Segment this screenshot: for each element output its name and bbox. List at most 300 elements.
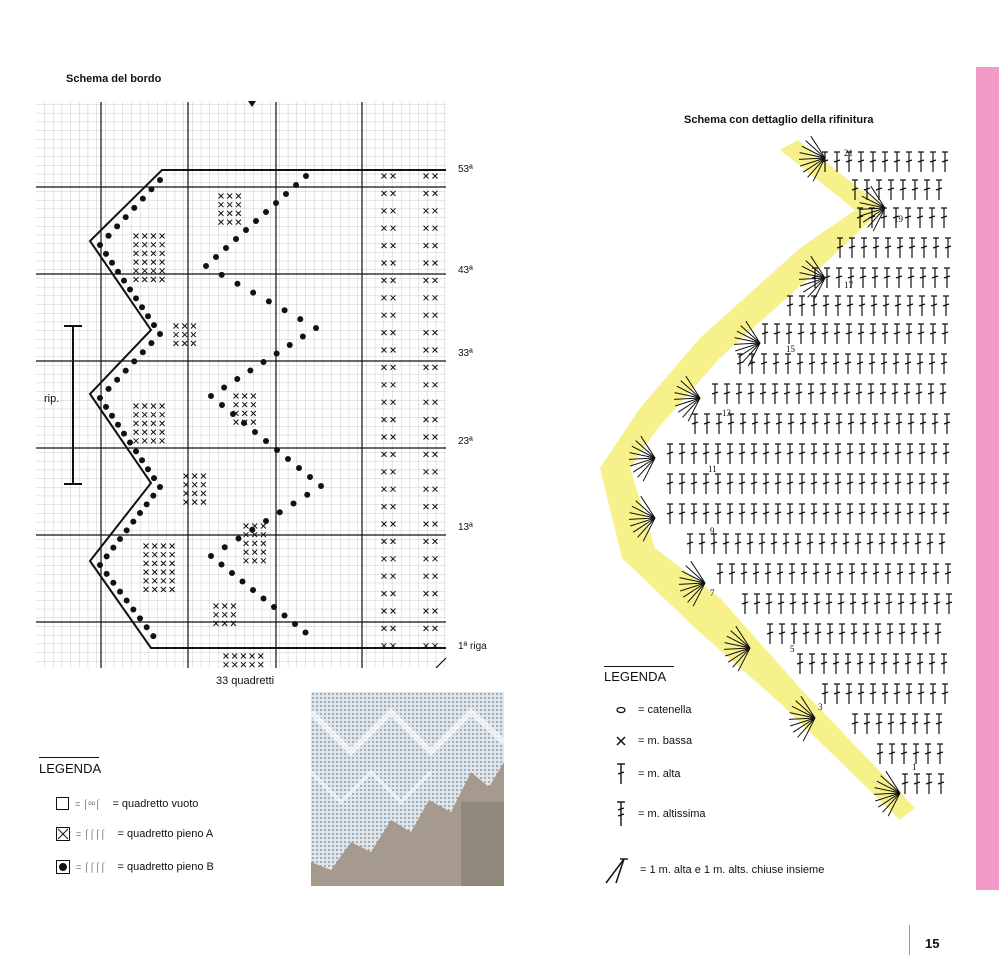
stitch-mark bbox=[785, 354, 791, 374]
stitch-mark bbox=[873, 238, 879, 258]
round-number: 3 bbox=[818, 702, 823, 712]
stitch-mark bbox=[849, 564, 855, 584]
stitch-mark bbox=[918, 152, 924, 172]
filled-dot bbox=[114, 377, 120, 383]
filled-dot bbox=[114, 223, 120, 229]
stitch-mark bbox=[667, 504, 673, 524]
stitch-mark bbox=[900, 180, 906, 200]
stitch-mark bbox=[796, 384, 802, 404]
stitch-mark bbox=[905, 354, 911, 374]
stitch-mark bbox=[911, 624, 917, 644]
filled-dot bbox=[109, 260, 115, 266]
stitch-mark bbox=[835, 504, 841, 524]
stitch-mark bbox=[799, 474, 805, 494]
stitch-mark bbox=[751, 444, 757, 464]
stitch-mark bbox=[876, 180, 882, 200]
stitch-mark bbox=[936, 714, 942, 734]
round-number: 17 bbox=[844, 280, 853, 290]
filled-dot bbox=[249, 527, 255, 533]
filled-dot bbox=[133, 448, 139, 454]
stitch-mark bbox=[858, 152, 864, 172]
stitch-mark bbox=[679, 504, 685, 524]
stitch-mark bbox=[771, 534, 777, 554]
stitch-mark bbox=[870, 324, 876, 344]
stitch-mark bbox=[859, 444, 865, 464]
filled-dot bbox=[121, 431, 127, 437]
stitch-mark bbox=[882, 684, 888, 704]
stitch-mark bbox=[908, 268, 914, 288]
stitch-mark bbox=[679, 444, 685, 464]
left-chart-title: Schema del bordo bbox=[66, 73, 162, 85]
filet-chart bbox=[36, 96, 456, 668]
stitch-mark bbox=[932, 268, 938, 288]
finishing-band bbox=[600, 140, 915, 820]
stitch-mark bbox=[779, 624, 785, 644]
row-label-53: 53ª bbox=[458, 164, 473, 175]
stitch-mark bbox=[811, 444, 817, 464]
stitch-mark bbox=[798, 324, 804, 344]
stitch-mark bbox=[753, 564, 759, 584]
stitch-mark bbox=[809, 654, 815, 674]
filled-dot bbox=[300, 334, 306, 340]
filled-dot bbox=[140, 349, 146, 355]
stitch-mark bbox=[909, 238, 915, 258]
row-label-1: 1ª riga bbox=[458, 641, 487, 652]
stitch-mark bbox=[776, 414, 782, 434]
stitch-mark bbox=[883, 504, 889, 524]
stitch-mark bbox=[933, 238, 939, 258]
stitch-mark bbox=[919, 444, 925, 464]
stitch-mark bbox=[870, 684, 876, 704]
chain-stitch-icon bbox=[614, 704, 628, 716]
filled-dot bbox=[97, 395, 103, 401]
filled-dot bbox=[137, 615, 143, 621]
stitch-mark bbox=[860, 268, 866, 288]
stitch-mark bbox=[934, 594, 940, 614]
stitch-mark bbox=[767, 624, 773, 644]
stitch-mark bbox=[946, 594, 952, 614]
stitch-mark bbox=[764, 414, 770, 434]
stitch-mark bbox=[740, 414, 746, 434]
stitch-mark bbox=[838, 594, 844, 614]
stitch-mark bbox=[943, 444, 949, 464]
stitch-mark bbox=[845, 354, 851, 374]
stitch-mark bbox=[774, 324, 780, 344]
filled-dot bbox=[261, 596, 267, 602]
filled-dot bbox=[263, 209, 269, 215]
stitch-mark bbox=[909, 564, 915, 584]
filled-dot bbox=[274, 351, 280, 357]
stitch-mark bbox=[907, 504, 913, 524]
filled-dot bbox=[97, 562, 103, 568]
stitch-mark bbox=[855, 534, 861, 554]
stitch-mark bbox=[921, 564, 927, 584]
stitch-mark bbox=[747, 534, 753, 554]
stitch-mark bbox=[906, 324, 912, 344]
lace-photo bbox=[311, 692, 504, 886]
filled-dot bbox=[222, 544, 228, 550]
filled-dot bbox=[263, 438, 269, 444]
legend-double: = m. alta bbox=[614, 762, 681, 786]
stitch-mark bbox=[882, 324, 888, 344]
row-label-23: 23ª bbox=[458, 436, 473, 447]
stitch-mark bbox=[924, 714, 930, 734]
stitch-mark bbox=[938, 774, 944, 794]
stitch-mark bbox=[921, 238, 927, 258]
filled-dot bbox=[261, 359, 267, 365]
stitch-mark bbox=[881, 354, 887, 374]
legend-filled-b: = ⌠⌠⌠⌠ = quadretto pieno B bbox=[56, 860, 214, 874]
stitch-mark bbox=[905, 208, 911, 228]
legend-filled-a: = ⌠⌠⌠⌠ = quadretto pieno A bbox=[56, 827, 213, 841]
round-number: 19 bbox=[894, 214, 903, 224]
filled-dot bbox=[283, 191, 289, 197]
stitch-mark bbox=[883, 474, 889, 494]
stitch-mark bbox=[751, 504, 757, 524]
stitch-mark bbox=[857, 354, 863, 374]
stitch-mark bbox=[813, 564, 819, 584]
stitch-mark bbox=[739, 474, 745, 494]
stitch-mark bbox=[834, 324, 840, 344]
legend-single: = m. bassa bbox=[614, 735, 692, 747]
stitch-mark bbox=[918, 324, 924, 344]
filled-dot bbox=[124, 598, 130, 604]
stitch-mark bbox=[884, 414, 890, 434]
stitch-mark bbox=[759, 534, 765, 554]
filled-dot bbox=[115, 269, 121, 275]
stitch-mark bbox=[875, 624, 881, 644]
stitch-mark bbox=[868, 384, 874, 404]
stitch-mark bbox=[885, 238, 891, 258]
stitch-mark bbox=[895, 504, 901, 524]
stitch-mark bbox=[869, 654, 875, 674]
stitch-mark bbox=[763, 444, 769, 464]
stitch-mark bbox=[929, 208, 935, 228]
stitch-mark bbox=[802, 594, 808, 614]
stitch-mark bbox=[888, 714, 894, 734]
treble-crochet-icon bbox=[614, 800, 628, 828]
stitch-mark bbox=[797, 354, 803, 374]
stitch-mark bbox=[833, 654, 839, 674]
stitch-mark bbox=[871, 444, 877, 464]
stitch-mark bbox=[905, 654, 911, 674]
stitch-mark bbox=[803, 624, 809, 644]
stitch-mark bbox=[795, 534, 801, 554]
stitch-mark bbox=[787, 296, 793, 316]
filled-dot bbox=[273, 200, 279, 206]
stitch-mark bbox=[786, 324, 792, 344]
stitch-mark bbox=[922, 594, 928, 614]
stitch-mark bbox=[679, 474, 685, 494]
stitch-mark bbox=[883, 444, 889, 464]
stitch-mark bbox=[858, 684, 864, 704]
stitch-mark bbox=[823, 474, 829, 494]
stitch-mark bbox=[876, 714, 882, 734]
stitch-mark bbox=[799, 504, 805, 524]
stitch-mark bbox=[943, 504, 949, 524]
stitch-mark bbox=[833, 354, 839, 374]
stitch-mark bbox=[775, 504, 781, 524]
dot-square-icon bbox=[56, 860, 70, 874]
stitch-mark bbox=[836, 414, 842, 434]
stitch-mark bbox=[897, 238, 903, 258]
row-label-43: 43ª bbox=[458, 265, 473, 276]
side-accent-bar bbox=[976, 67, 999, 890]
stitch-mark bbox=[822, 684, 828, 704]
stitch-mark bbox=[912, 714, 918, 734]
stitch-mark bbox=[844, 384, 850, 404]
filled-dot bbox=[103, 404, 109, 410]
stitch-mark bbox=[892, 384, 898, 404]
left-legend-title: LEGENDA bbox=[39, 761, 102, 776]
stitch-mark bbox=[819, 534, 825, 554]
legend-chain: = catenella bbox=[614, 704, 692, 716]
stitch-mark bbox=[860, 414, 866, 434]
stitch-mark bbox=[929, 354, 935, 374]
stitch-mark bbox=[889, 744, 895, 764]
filled-dot bbox=[106, 233, 112, 239]
filled-dot bbox=[144, 501, 150, 507]
stitch-mark bbox=[712, 384, 718, 404]
stitch-mark bbox=[936, 180, 942, 200]
stitch-mark bbox=[877, 744, 883, 764]
stitch-mark bbox=[715, 444, 721, 464]
filled-dot bbox=[137, 510, 143, 516]
stitch-mark bbox=[908, 414, 914, 434]
stitch-mark bbox=[929, 654, 935, 674]
round-number: 1 bbox=[912, 762, 917, 772]
stitch-mark bbox=[773, 354, 779, 374]
stitch-mark bbox=[810, 324, 816, 344]
stitch-mark bbox=[945, 564, 951, 584]
stitch-mark bbox=[827, 624, 833, 644]
stitch-mark bbox=[942, 684, 948, 704]
stitch-mark bbox=[893, 354, 899, 374]
stitch-mark bbox=[872, 268, 878, 288]
filled-dot bbox=[151, 322, 157, 328]
filled-dot bbox=[263, 518, 269, 524]
stitch-mark bbox=[823, 296, 829, 316]
legend-treble: = m. altissima bbox=[614, 800, 706, 828]
stitch-mark bbox=[859, 504, 865, 524]
stitch-mark bbox=[723, 534, 729, 554]
stitch-mark bbox=[888, 180, 894, 200]
stitch-mark bbox=[843, 534, 849, 554]
stitch-mark bbox=[763, 504, 769, 524]
filled-dot bbox=[296, 465, 302, 471]
legend-joined: = 1 m. alta e 1 m. alts. chiuse insieme bbox=[604, 855, 824, 885]
stitch-mark bbox=[847, 444, 853, 464]
stitch-mark bbox=[885, 564, 891, 584]
filled-dot bbox=[133, 295, 139, 301]
round-number: 21 bbox=[844, 148, 853, 158]
stitch-mark bbox=[754, 594, 760, 614]
filled-dot bbox=[285, 456, 291, 462]
stitch-mark bbox=[939, 534, 945, 554]
stitch-mark bbox=[931, 296, 937, 316]
stitch-mark bbox=[928, 384, 934, 404]
filled-dot bbox=[140, 196, 146, 202]
stitch-mark bbox=[906, 152, 912, 172]
stitch-mark bbox=[898, 594, 904, 614]
stitch-mark bbox=[727, 474, 733, 494]
filled-dot bbox=[291, 501, 297, 507]
stitch-mark bbox=[763, 474, 769, 494]
stitch-mark bbox=[799, 296, 805, 316]
stitch-mark bbox=[848, 414, 854, 434]
stitch-mark bbox=[941, 208, 947, 228]
stitch-mark bbox=[777, 564, 783, 584]
stitch-mark bbox=[895, 296, 901, 316]
stitch-mark bbox=[775, 474, 781, 494]
stitch-mark bbox=[761, 354, 767, 374]
stitch-mark bbox=[791, 624, 797, 644]
stitch-mark bbox=[741, 564, 747, 584]
filled-dot bbox=[131, 205, 137, 211]
stitch-mark bbox=[874, 594, 880, 614]
filled-dot bbox=[208, 393, 214, 399]
stitch-mark bbox=[821, 354, 827, 374]
stitch-mark bbox=[823, 504, 829, 524]
empty-square-icon bbox=[56, 797, 69, 810]
stitch-mark bbox=[837, 564, 843, 584]
stitch-mark bbox=[736, 384, 742, 404]
stitch-mark bbox=[891, 534, 897, 554]
filled-dot bbox=[131, 358, 137, 364]
stitch-mark bbox=[861, 238, 867, 258]
filled-dot bbox=[234, 281, 240, 287]
stitch-mark bbox=[847, 296, 853, 316]
stitch-mark bbox=[896, 268, 902, 288]
stitch-mark bbox=[739, 504, 745, 524]
page-number: 15 bbox=[925, 936, 940, 951]
filled-dot bbox=[157, 331, 163, 337]
stitch-mark bbox=[920, 414, 926, 434]
stitch-mark bbox=[899, 624, 905, 644]
filled-dot bbox=[124, 527, 130, 533]
stitch-mark bbox=[859, 474, 865, 494]
filled-dot bbox=[117, 536, 123, 542]
stitch-mark bbox=[943, 296, 949, 316]
stitch-mark bbox=[812, 414, 818, 434]
row-label-33: 33ª bbox=[458, 348, 473, 359]
stitch-mark bbox=[900, 714, 906, 734]
stitch-mark bbox=[902, 774, 908, 794]
round-number: 13 bbox=[722, 408, 731, 418]
stitch-mark bbox=[894, 324, 900, 344]
stitch-mark bbox=[861, 564, 867, 584]
stitch-mark bbox=[864, 714, 870, 734]
filled-dot bbox=[109, 413, 115, 419]
stitch-mark bbox=[916, 384, 922, 404]
legend-rule-right bbox=[604, 666, 674, 667]
joined-stitches-icon bbox=[604, 855, 630, 885]
filled-dot bbox=[145, 466, 151, 472]
filled-dot bbox=[240, 579, 246, 585]
filled-dot bbox=[208, 553, 214, 559]
filled-dot bbox=[123, 368, 129, 374]
filled-dot bbox=[219, 272, 225, 278]
stitch-mark bbox=[933, 564, 939, 584]
legend-empty-square: = ⌠ᵒᵒ⌠ = quadretto vuoto bbox=[56, 797, 198, 810]
stitch-mark bbox=[943, 474, 949, 494]
stitch-mark bbox=[799, 444, 805, 464]
stitch-mark bbox=[760, 384, 766, 404]
filled-dot bbox=[117, 589, 123, 595]
stitch-mark bbox=[910, 594, 916, 614]
single-crochet-icon bbox=[614, 735, 628, 747]
filled-dot bbox=[139, 304, 145, 310]
stitch-mark bbox=[724, 384, 730, 404]
stitch-mark bbox=[940, 384, 946, 404]
stitch-mark bbox=[717, 564, 723, 584]
stitch-mark bbox=[857, 654, 863, 674]
stitch-mark bbox=[787, 504, 793, 524]
stitch-mark bbox=[912, 180, 918, 200]
stitch-mark bbox=[815, 624, 821, 644]
filled-dot bbox=[219, 562, 225, 568]
stitch-mark bbox=[742, 594, 748, 614]
stitch-mark bbox=[917, 654, 923, 674]
stitch-mark bbox=[882, 152, 888, 172]
stitch-mark bbox=[762, 324, 768, 344]
stitch-mark bbox=[945, 238, 951, 258]
filled-dot bbox=[127, 440, 133, 446]
stitch-mark bbox=[691, 504, 697, 524]
stitch-mark bbox=[822, 324, 828, 344]
stitch-mark bbox=[814, 594, 820, 614]
stitch-mark bbox=[807, 534, 813, 554]
stitch-mark bbox=[692, 414, 698, 434]
repeat-bracket bbox=[62, 322, 84, 488]
stitch-mark bbox=[749, 354, 755, 374]
stitch-mark bbox=[787, 474, 793, 494]
stitch-mark bbox=[821, 654, 827, 674]
stitch-mark bbox=[845, 654, 851, 674]
stitch-mark bbox=[789, 564, 795, 584]
stitch-mark bbox=[930, 152, 936, 172]
stitch-mark bbox=[739, 444, 745, 464]
stitch-mark bbox=[942, 152, 948, 172]
filled-dot bbox=[304, 492, 310, 498]
stitch-mark bbox=[727, 504, 733, 524]
stitch-mark bbox=[919, 296, 925, 316]
stitch-mark bbox=[937, 744, 943, 764]
stitch-mark bbox=[711, 534, 717, 554]
row-label-13: 13ª bbox=[458, 522, 473, 533]
stitch-mark bbox=[917, 354, 923, 374]
filled-dot bbox=[97, 242, 103, 248]
stitch-mark bbox=[913, 744, 919, 764]
filled-dot bbox=[229, 570, 235, 576]
stitch-mark bbox=[931, 444, 937, 464]
stitch-mark bbox=[691, 474, 697, 494]
stitch-mark bbox=[907, 474, 913, 494]
stitch-mark bbox=[766, 594, 772, 614]
filled-dot bbox=[303, 630, 309, 636]
stitch-mark bbox=[704, 414, 710, 434]
stitch-mark bbox=[748, 384, 754, 404]
stitch-mark bbox=[919, 474, 925, 494]
stitch-mark bbox=[784, 384, 790, 404]
filled-dot bbox=[213, 254, 219, 260]
stitch-mark bbox=[881, 654, 887, 674]
stitch-mark bbox=[880, 384, 886, 404]
filled-dot bbox=[287, 342, 293, 348]
stitch-mark bbox=[835, 296, 841, 316]
filled-dot bbox=[247, 368, 253, 374]
filled-dot bbox=[139, 457, 145, 463]
